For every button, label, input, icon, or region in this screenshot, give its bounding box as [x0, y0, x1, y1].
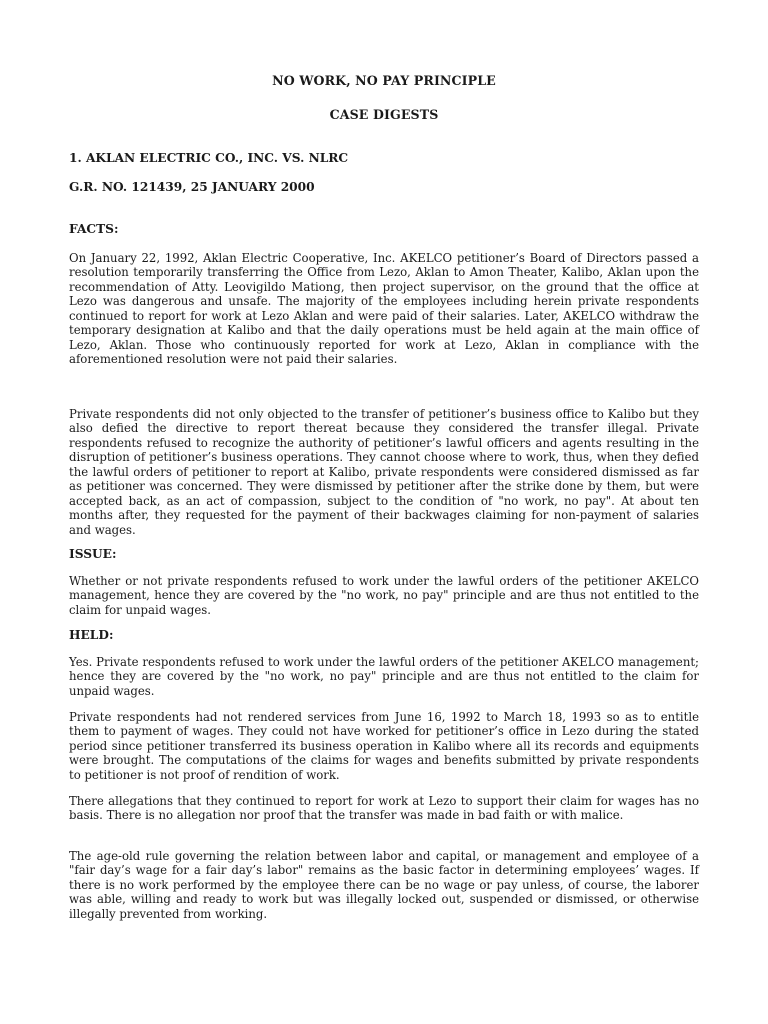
document-subtitle: CASE DIGESTS — [329, 107, 439, 122]
facts-paragraph-2: Private respondents did not only objected to the transfer of petitioner’s business office to Kalibo but they also defied the directive to report thereat because they considered the transfer illegal. Private respondents refused to recognize the authority of petitioner’s lawful officers and agents resulting in the disruption of petitioner’s business operations. They cannot choose where to work, thus, when they defied the lawful orders of petitioner to report at Kalibo, private respondents were considered dismissed as far as petitioner was concerned. They were dismissed by petitioner after the strike done by them, but were accepted back, as an act of compassion, subject to the condition of "no work, no pay". At about ten months after, they requested for the payment of their backwages claiming for non-payment of salaries and wages. — [69, 407, 699, 537]
held-paragraph-4: The age-old rule governing the relation between labor and capital, or management and employee of a "fair day’s wage for a fair day’s labor" remains as the basic factor in determining employees’ wages. If there is no work performed by the employee there can be no wage or pay unless, of course, the laborer was able, willing and ready to work but was illegally locked out, suspended or dismissed, or otherwise illegally prevented from working. — [69, 849, 699, 921]
held-paragraph-2: Private respondents had not rendered services from June 16, 1992 to March 18, 1993 so as to entitle them to payment of wages. They could not have worked for petitioner’s office in Lezo during the stated period since petitioner transferred its business operation in Kalibo where all its records and equipments were brought. The computations of the claims for wages and benefits submitted by private respondents to petitioner is not proof of rendition of work. — [69, 710, 699, 782]
held-heading: HELD: — [69, 628, 114, 642]
facts-paragraph-1: On January 22, 1992, Aklan Electric Cooperative, Inc. AKELCO petitioner’s Board of Directors passed a resolution temporarily transferring the Office from Lezo, Aklan to Amon Theater, Kalibo, Aklan upon the recommendation of Atty. Leovigildo Mationg, then project supervisor, on the ground that the office at Lezo was dangerous and unsafe. The majority of the employees including herein private respondents continued to report for work at Lezo Aklan and were paid of their salaries. Later, AKELCO withdraw the temporary designation at Kalibo and that the daily operations must be held again at the main office of Lezo, Aklan. Those who continuously reported for work at Lezo, Aklan in compliance with the aforementioned resolution were not paid their salaries. — [69, 251, 699, 367]
held-paragraph-3: There allegations that they continued to report for work at Lezo to support their claim for wages has no basis. There is no allegation nor proof that the transfer was made in bad faith or with malice. — [69, 794, 699, 823]
facts-heading: FACTS: — [69, 222, 119, 236]
issue-paragraph: Whether or not private respondents refused to work under the lawful orders of the petitioner AKELCO management, hence they are covered by the "no work, no pay" principle and are thus not entitled to the claim for unpaid wages. — [69, 574, 699, 617]
issue-heading: ISSUE: — [69, 547, 117, 561]
case-title: 1. AKLAN ELECTRIC CO., INC. VS. NLRC — [69, 151, 349, 165]
held-paragraph-1: Yes. Private respondents refused to work under the lawful orders of the petitioner AKELCO management; hence they are covered by the "no work, no pay" principle and are thus not entitled to the claim for unpaid wages. — [69, 655, 699, 698]
document-title: NO WORK, NO PAY PRINCIPLE — [272, 73, 496, 88]
case-number: G.R. NO. 121439, 25 JANUARY 2000 — [69, 180, 315, 194]
